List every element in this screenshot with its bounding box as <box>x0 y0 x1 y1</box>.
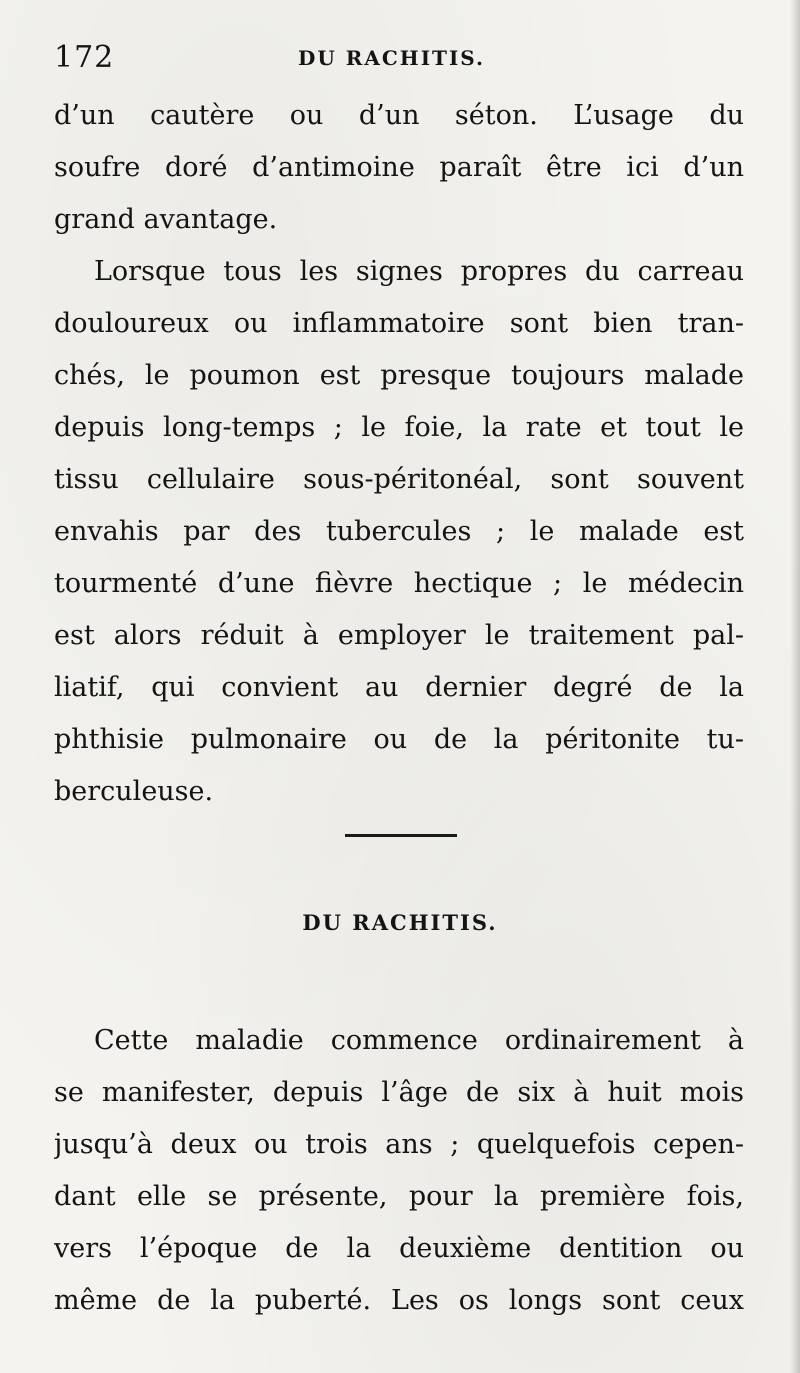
text-line: berculeuse. <box>54 776 214 807</box>
running-head: DU RACHITIS. <box>298 46 485 70</box>
text-line: grand avantage. <box>54 204 278 235</box>
text-line: même de la puberté. Les os longs sont ceux <box>54 1285 744 1316</box>
page-number: 172 <box>54 40 115 75</box>
text-line: soufre doré d’antimoine paraît être ici d’un <box>54 152 744 183</box>
section-divider <box>345 834 457 837</box>
text-block-top <box>54 90 744 818</box>
text-line: phthisie pulmonaire ou de la péritonite tu- <box>54 724 744 755</box>
text-line: Cette maladie commence ordinairement à <box>94 1025 744 1056</box>
text-line: dant elle se présente, pour la première fois, <box>54 1181 744 1212</box>
text-line: depuis long-temps ; le foie, la rate et tout le <box>54 412 744 443</box>
section-heading: DU RACHITIS. <box>302 910 498 935</box>
text-line: tourmenté d’une fièvre hectique ; le médecin <box>54 568 744 599</box>
text-line: vers l’époque de la deuxième dentition ou <box>54 1233 744 1264</box>
text-line: chés, le poumon est presque toujours malade <box>54 360 744 391</box>
text-line: liatif, qui convient au dernier degré de la <box>54 672 744 703</box>
text-block-bottom <box>54 1015 744 1327</box>
text-line: douloureux ou inflammatoire sont bien tran- <box>54 308 744 339</box>
text-line: d’un cautère ou d’un séton. L’usage du <box>54 100 744 131</box>
paragraph-rachitis <box>54 1015 744 1327</box>
text-line: tissu cellulaire sous-péritonéal, sont souvent <box>54 464 744 495</box>
text-line: envahis par des tubercules ; le malade est <box>54 516 744 547</box>
paragraph-carreau <box>54 246 744 818</box>
text-line: Lorsque tous les signes propres du carreau <box>94 256 744 287</box>
paragraph-continuation <box>54 90 744 246</box>
page-header <box>54 40 744 90</box>
text-line: jusqu’à deux ou trois ans ; quelquefois cepen- <box>54 1129 744 1160</box>
page-edge-shadow <box>790 0 800 1373</box>
text-line: se manifester, depuis l’âge de six à huit mois <box>54 1077 744 1108</box>
text-line: est alors réduit à employer le traitement pal- <box>54 620 744 651</box>
